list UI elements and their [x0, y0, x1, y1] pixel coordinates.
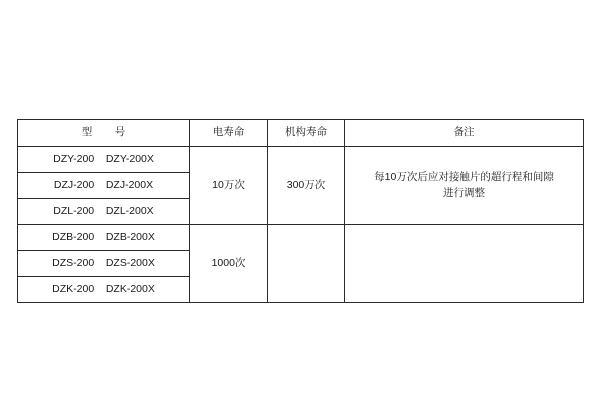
table-row — [18, 225, 584, 251]
header-cell-remark — [345, 120, 584, 147]
header-remark-label: 备注 — [453, 126, 475, 139]
model-text: DZJ-200 DZJ-200X — [53, 178, 154, 191]
header-model-label: 型 号 — [81, 126, 132, 139]
header-electrical-life-label: 电寿命 — [212, 126, 245, 139]
remark-line-2: 进行调整 — [443, 186, 485, 199]
model-text: DZL-200 DZL-200X — [53, 204, 154, 217]
cell-mechanical-life-empty — [268, 225, 345, 303]
remark-line-1: 每10万次后应对接触片的超行程和间隙 — [374, 171, 554, 184]
model-text: DZS-200 DZS-200X — [52, 256, 155, 269]
electrical-life-value: 10万次 — [212, 178, 245, 191]
header-cell-electrical-life — [190, 120, 268, 147]
header-cell-model — [18, 120, 190, 147]
model-text: DZK-200 DZK-200X — [52, 282, 155, 295]
cell-model — [18, 199, 190, 225]
header-cell-mechanical-life — [268, 120, 345, 147]
cell-electrical-life-group2 — [190, 225, 268, 303]
model-text: DZY-200 DZY-200X — [53, 152, 154, 165]
specification-table — [17, 119, 584, 303]
table-row — [18, 147, 584, 173]
cell-model — [18, 251, 190, 277]
mechanical-life-value: 300万次 — [286, 178, 326, 191]
header-mechanical-life-label: 机构寿命 — [285, 126, 327, 139]
cell-model — [18, 147, 190, 173]
cell-model — [18, 277, 190, 303]
cell-remark — [345, 147, 584, 225]
cell-mechanical-life-group1 — [268, 147, 345, 225]
cell-electrical-life-group1 — [190, 147, 268, 225]
table-header-row — [18, 120, 584, 147]
cell-model — [18, 225, 190, 251]
cell-model — [18, 173, 190, 199]
cell-remark-empty — [345, 225, 584, 303]
model-text: DZB-200 DZB-200X — [52, 230, 155, 243]
electrical-life-value: 1000次 — [211, 256, 246, 269]
